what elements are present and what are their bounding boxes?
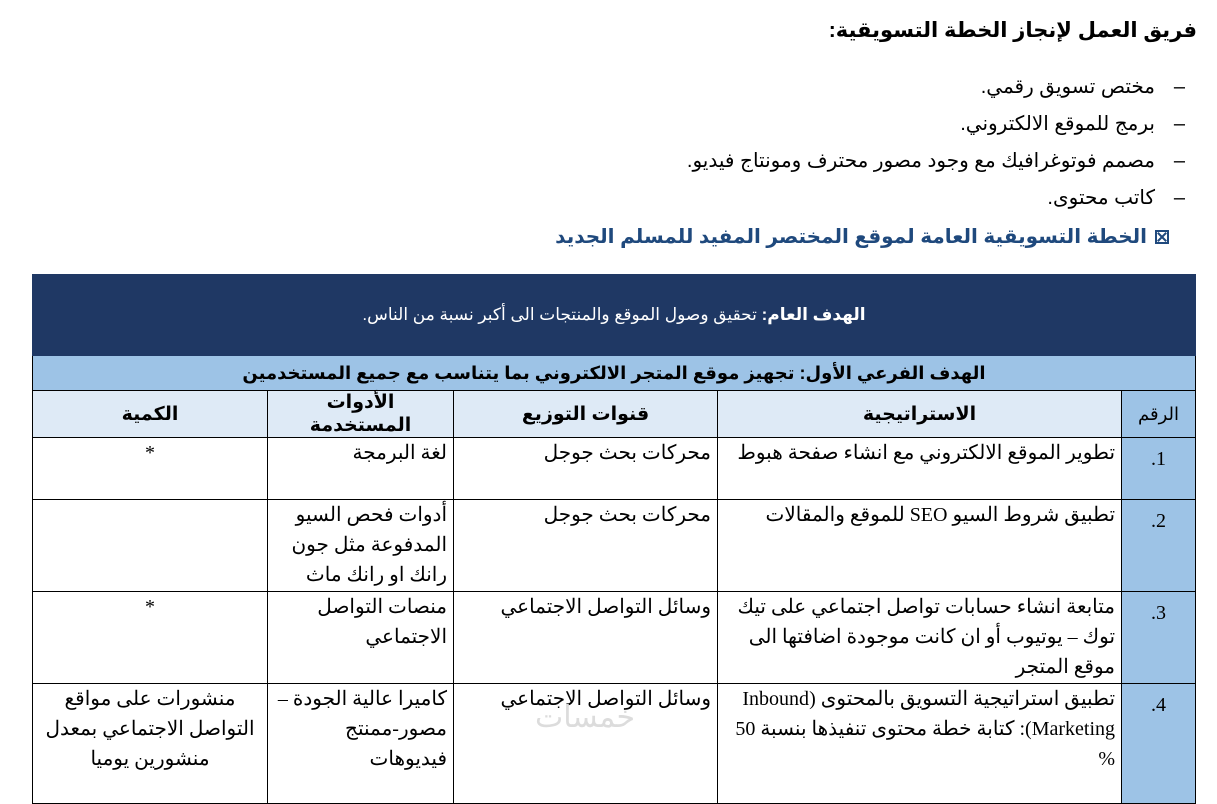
dash-bullet: – (1173, 113, 1185, 135)
list-item-text: مختص تسويق رقمي. (980, 76, 1155, 98)
dash-bullet: – (1173, 76, 1185, 98)
row-quantity: * (33, 592, 268, 684)
header-tools: الأدوات المستخدمة (268, 391, 454, 438)
list-item (687, 111, 1185, 148)
header-number: الرقم (1122, 391, 1196, 438)
row-strategy: تطوير الموقع الالكتروني مع انشاء صفحة هبوط (718, 438, 1122, 500)
header-strategy: الاستراتيجية (718, 391, 1122, 438)
row-number: 1. (1122, 438, 1196, 500)
row-channels: محركات بحث جوجل (454, 438, 718, 500)
row-number: 4. (1122, 684, 1196, 804)
row-channels: وسائل التواصل الاجتماعي (454, 592, 718, 684)
list-item-text: مصمم فوتوغرافيك مع وجود مصور محترف ومونتاج فيديو. (686, 150, 1155, 172)
team-heading: فريق العمل لإنجاز الخطة التسويقية: (828, 19, 1197, 42)
row-strategy: متابعة انشاء حسابات تواصل اجتماعي على تيك توك – يوتيوب أو ان كانت موجودة اضافتها الى موقع المتجر (718, 592, 1122, 684)
watermark: خمسات (535, 700, 636, 735)
list-item-text: برمج للموقع الالكتروني. (960, 113, 1155, 135)
list-item-text: كاتب محتوى. (1047, 187, 1155, 209)
list-item (686, 148, 1185, 185)
dash-bullet: – (1173, 150, 1185, 172)
row-channels: محركات بحث جوجل (454, 500, 718, 592)
row-strategy: تطبيق استراتيجية التسويق بالمحتوى (Inbound Marketing): كتابة خطة محتوى تنفيذها بنسبة 50 % (718, 684, 1122, 804)
subgoal-cell (33, 356, 1196, 391)
general-goal-label: الهدف العام: (761, 305, 866, 324)
row-strategy: تطبيق شروط السيو SEO للموقع والمقالات (718, 500, 1122, 592)
checkbox-icon (1155, 230, 1169, 244)
row-quantity: منشورات على مواقع التواصل الاجتماعي بمعدل منشورين يوميا (33, 684, 268, 804)
row-tools: كاميرا عالية الجودة – مصور-ممنتج فيديوهات (268, 684, 454, 804)
row-tools: منصات التواصل الاجتماعي (268, 592, 454, 684)
row-quantity: * (33, 438, 268, 500)
row-quantity (33, 500, 268, 592)
list-item (687, 74, 1185, 111)
plan-title-text: الخطة التسويقية العامة لموقع المختصر المفيد للمسلم الجديد (555, 226, 1147, 248)
table-row (33, 592, 1196, 684)
team-list (686, 74, 1185, 222)
row-number: 3. (1122, 592, 1196, 684)
table-row (33, 500, 1196, 592)
row-tools: أدوات فحص السيو المدفوعة مثل جون رانك او رانك ماث (268, 500, 454, 592)
plan-title (555, 224, 1169, 249)
subgoal-row (33, 356, 1196, 391)
general-goal-row (33, 275, 1196, 356)
subgoal-label: الهدف الفرعي الأول: (799, 362, 986, 383)
list-item (687, 185, 1185, 222)
row-tools: لغة البرمجة (268, 438, 454, 500)
dash-bullet: – (1173, 187, 1185, 209)
table-header-row (33, 391, 1196, 438)
row-number: 2. (1122, 500, 1196, 592)
header-quantity: الكمية (33, 391, 268, 438)
general-goal-text: تحقيق وصول الموقع والمنتجات الى أكبر نسبة من الناس. (362, 305, 762, 324)
table-row (33, 438, 1196, 500)
header-channels: قنوات التوزيع (454, 391, 718, 438)
subgoal-text: تجهيز موقع المتجر الالكتروني بما يتناسب مع جميع المستخدمين (242, 362, 800, 383)
row-channels: وسائل التواصل الاجتماعي (454, 684, 718, 804)
general-goal-cell (33, 275, 1196, 356)
